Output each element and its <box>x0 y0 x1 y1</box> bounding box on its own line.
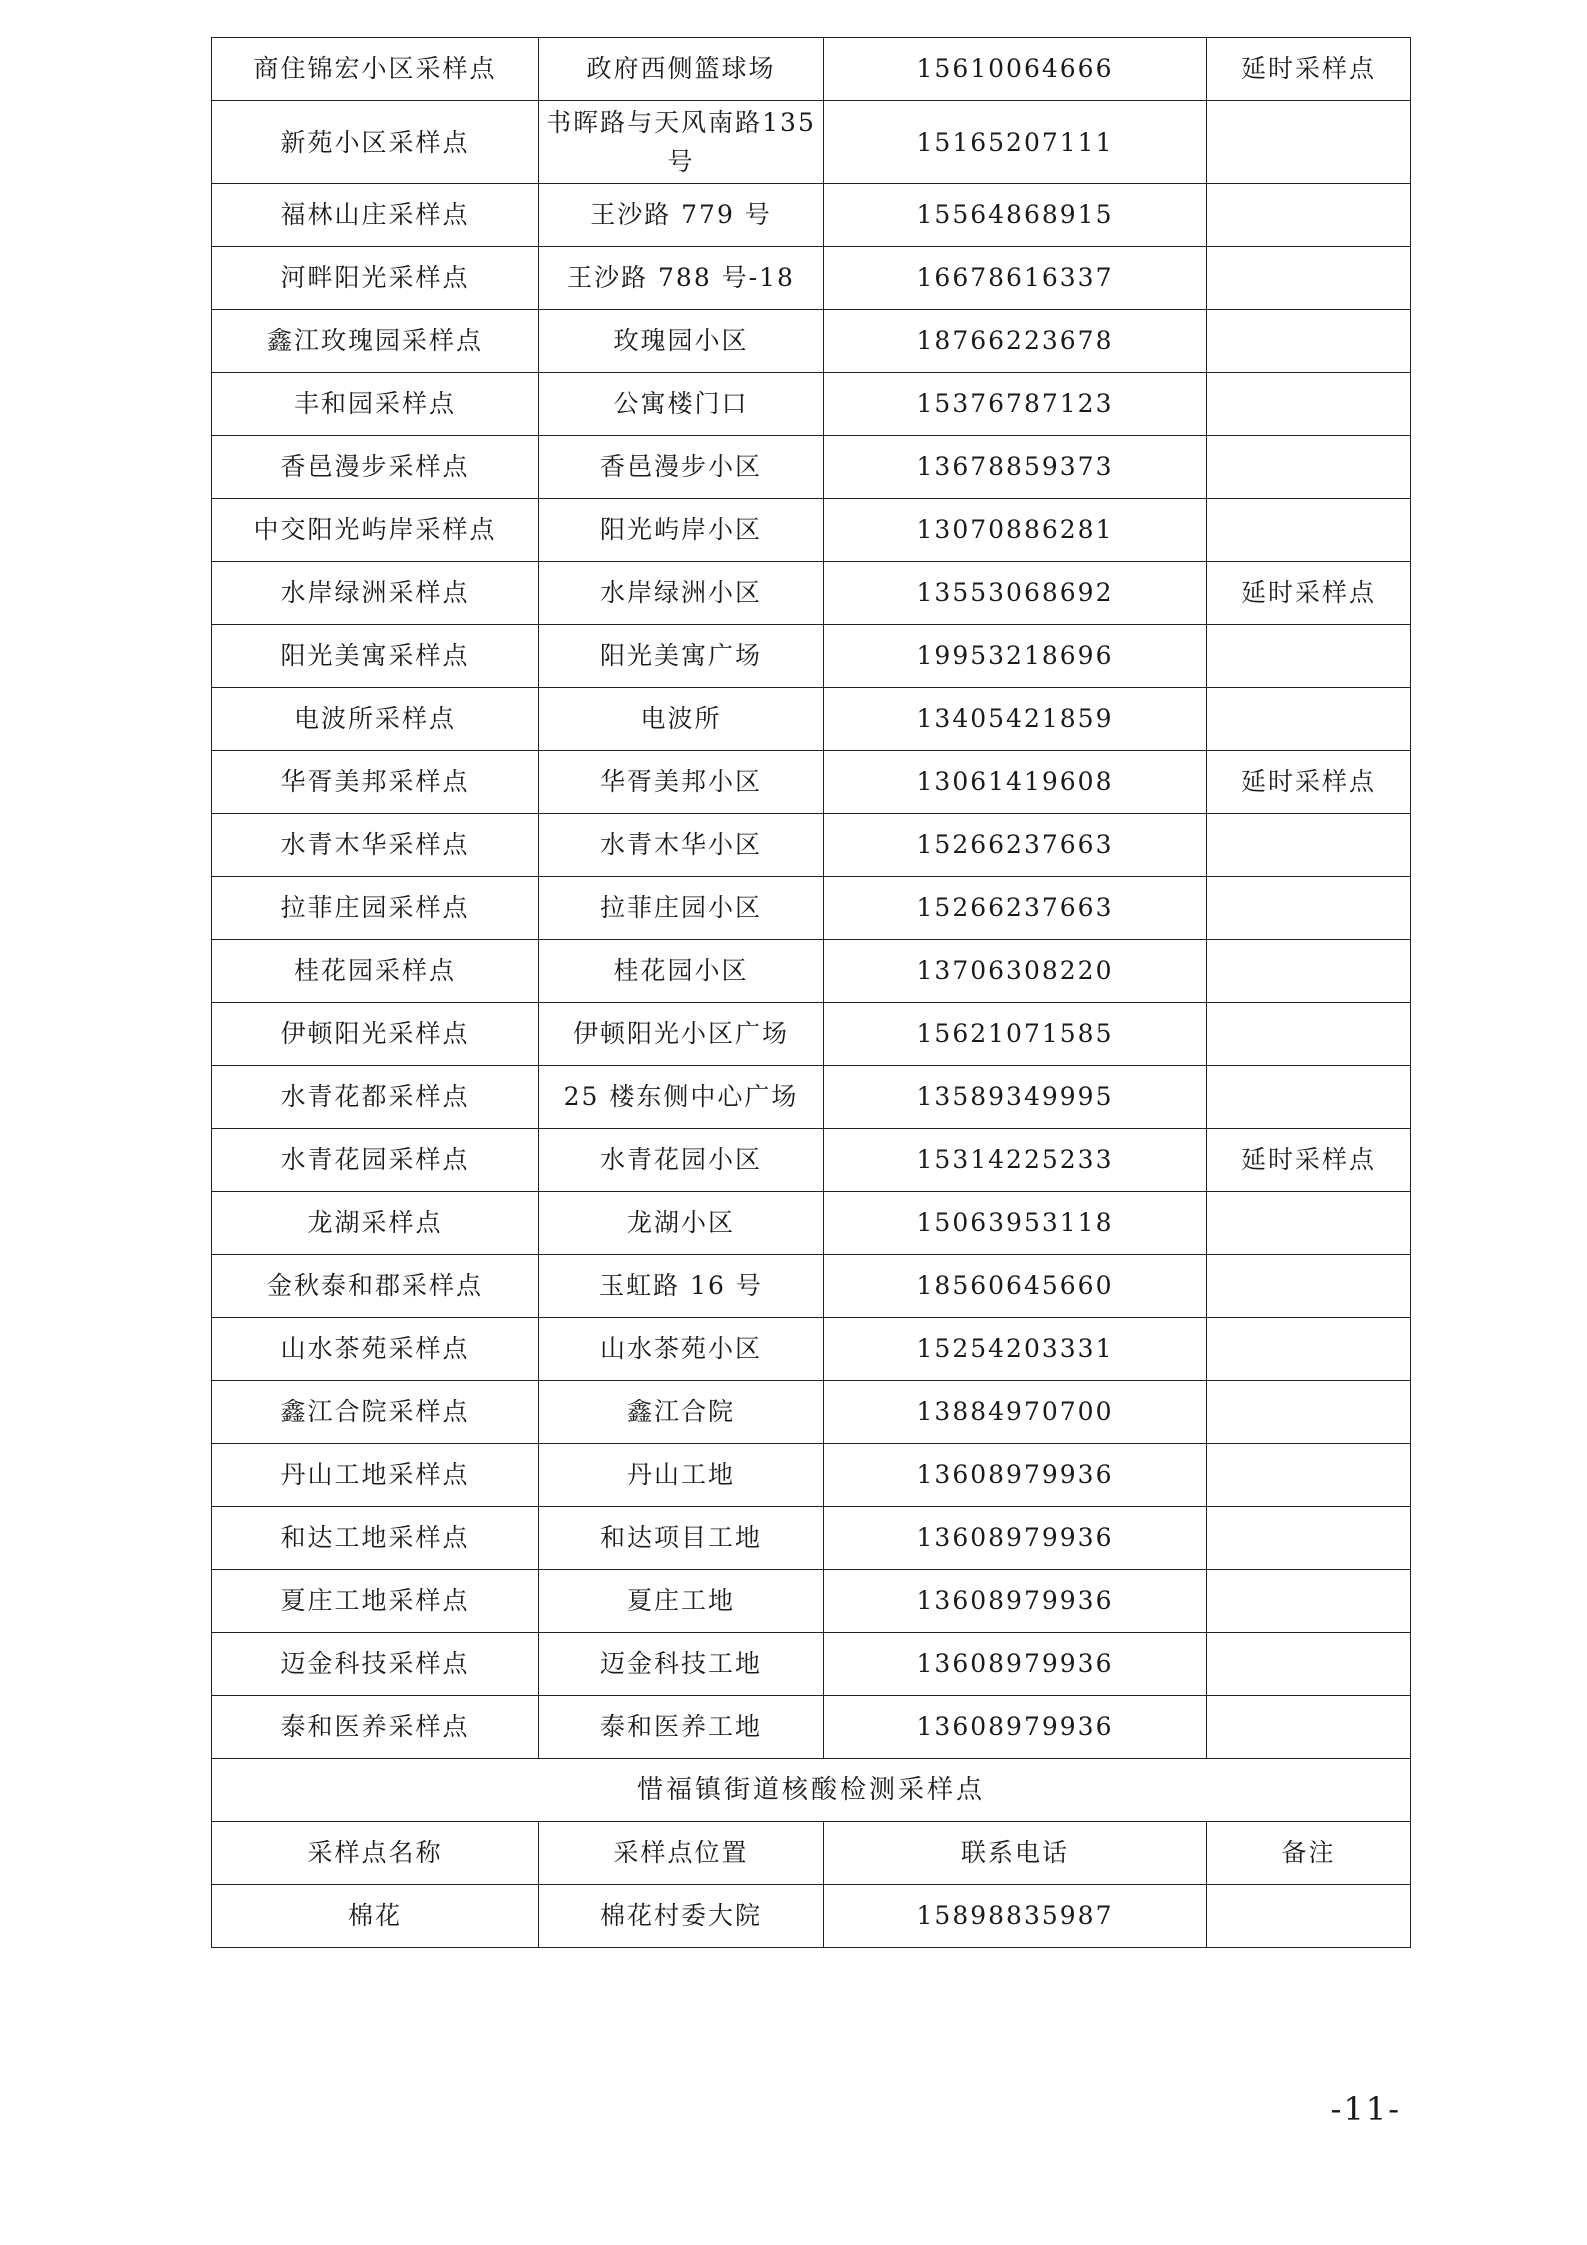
table-cell: 山水茶苑小区 <box>539 1318 824 1381</box>
table-cell: 华胥美邦采样点 <box>212 751 539 814</box>
table-cell: 王沙路 788 号-18 <box>539 247 824 310</box>
table-row <box>212 688 1411 751</box>
table-row <box>212 1255 1411 1318</box>
table-cell: 13884970700 <box>824 1381 1207 1444</box>
table-cell: 19953218696 <box>824 625 1207 688</box>
table-cell: 15063953118 <box>824 1192 1207 1255</box>
table-cell <box>1207 373 1411 436</box>
table-cell: 13608979936 <box>824 1633 1207 1696</box>
table-cell: 13608979936 <box>824 1570 1207 1633</box>
table-cell: 13678859373 <box>824 436 1207 499</box>
table-row <box>212 751 1411 814</box>
table-cell: 水青木华小区 <box>539 814 824 877</box>
table-row <box>212 499 1411 562</box>
table-cell: 和达项目工地 <box>539 1507 824 1570</box>
table-row <box>212 1570 1411 1633</box>
table-cell: 龙湖小区 <box>539 1192 824 1255</box>
table-cell <box>1207 247 1411 310</box>
table-cell <box>1207 1696 1411 1759</box>
table-cell <box>1207 184 1411 247</box>
table-row <box>212 1318 1411 1381</box>
table-cell: 玉虹路 16 号 <box>539 1255 824 1318</box>
table-cell: 龙湖采样点 <box>212 1192 539 1255</box>
table-cell: 拉菲庄园采样点 <box>212 877 539 940</box>
table-cell <box>1207 436 1411 499</box>
table-cell: 18766223678 <box>824 310 1207 373</box>
table-row <box>212 1444 1411 1507</box>
column-header: 采样点位置 <box>539 1822 824 1885</box>
table-cell: 13608979936 <box>824 1444 1207 1507</box>
table-cell: 13405421859 <box>824 688 1207 751</box>
table-cell: 15898835987 <box>824 1885 1207 1948</box>
table-row <box>212 1633 1411 1696</box>
table-cell <box>1207 877 1411 940</box>
table-cell: 13608979936 <box>824 1696 1207 1759</box>
table-cell: 棉花 <box>212 1885 539 1948</box>
table-cell <box>1207 1381 1411 1444</box>
table-cell: 拉菲庄园小区 <box>539 877 824 940</box>
section-title-row <box>212 1759 1411 1822</box>
table-row <box>212 373 1411 436</box>
table-cell: 13070886281 <box>824 499 1207 562</box>
table-cell: 水青花园小区 <box>539 1129 824 1192</box>
table-cell: 电波所采样点 <box>212 688 539 751</box>
table-cell: 15314225233 <box>824 1129 1207 1192</box>
table-row <box>212 1003 1411 1066</box>
table-row <box>212 1129 1411 1192</box>
table-cell: 水青木华采样点 <box>212 814 539 877</box>
table-cell: 13553068692 <box>824 562 1207 625</box>
table-row <box>212 101 1411 184</box>
table-cell: 25 楼东侧中心广场 <box>539 1066 824 1129</box>
table-cell: 泰和医养采样点 <box>212 1696 539 1759</box>
table-row <box>212 1696 1411 1759</box>
table-cell: 山水茶苑采样点 <box>212 1318 539 1381</box>
table-cell <box>1207 1192 1411 1255</box>
table-cell: 水青花园采样点 <box>212 1129 539 1192</box>
table-cell: 鑫江玫瑰园采样点 <box>212 310 539 373</box>
table-cell: 新苑小区采样点 <box>212 101 539 184</box>
table-cell: 13589349995 <box>824 1066 1207 1129</box>
table-cell: 15564868915 <box>824 184 1207 247</box>
sampling-points-table <box>211 37 1411 1948</box>
table-cell: 阳光美寓广场 <box>539 625 824 688</box>
table-cell: 夏庄工地 <box>539 1570 824 1633</box>
table-cell: 丹山工地采样点 <box>212 1444 539 1507</box>
table-cell <box>1207 1066 1411 1129</box>
table-cell: 16678616337 <box>824 247 1207 310</box>
table-cell: 迈金科技采样点 <box>212 1633 539 1696</box>
table-row <box>212 184 1411 247</box>
table-cell: 棉花村委大院 <box>539 1885 824 1948</box>
table-cell: 商住锦宏小区采样点 <box>212 38 539 101</box>
table-row <box>212 562 1411 625</box>
table-cell: 河畔阳光采样点 <box>212 247 539 310</box>
table-cell: 电波所 <box>539 688 824 751</box>
table-cell: 鑫江合院采样点 <box>212 1381 539 1444</box>
table-row <box>212 247 1411 310</box>
table-cell: 水岸绿洲采样点 <box>212 562 539 625</box>
section-title: 惜福镇街道核酸检测采样点 <box>212 1759 1411 1822</box>
table-header-row <box>212 1822 1411 1885</box>
table-cell <box>1207 814 1411 877</box>
table-cell: 延时采样点 <box>1207 1129 1411 1192</box>
table-row <box>212 1507 1411 1570</box>
table-cell: 水青花都采样点 <box>212 1066 539 1129</box>
table-cell: 延时采样点 <box>1207 751 1411 814</box>
column-header: 备注 <box>1207 1822 1411 1885</box>
table-cell <box>1207 1885 1411 1948</box>
table-row <box>212 814 1411 877</box>
table-cell: 13706308220 <box>824 940 1207 1003</box>
table-cell <box>1207 1570 1411 1633</box>
table-row <box>212 625 1411 688</box>
table-cell: 和达工地采样点 <box>212 1507 539 1570</box>
table-cell: 延时采样点 <box>1207 562 1411 625</box>
table-cell <box>1207 625 1411 688</box>
table-cell <box>1207 940 1411 1003</box>
table-cell: 夏庄工地采样点 <box>212 1570 539 1633</box>
table-cell: 华胥美邦小区 <box>539 751 824 814</box>
table-cell: 丹山工地 <box>539 1444 824 1507</box>
table-cell <box>1207 688 1411 751</box>
table-cell <box>1207 1003 1411 1066</box>
table-cell: 丰和园采样点 <box>212 373 539 436</box>
column-header: 联系电话 <box>824 1822 1207 1885</box>
table-cell: 王沙路 779 号 <box>539 184 824 247</box>
table-cell: 中交阳光屿岸采样点 <box>212 499 539 562</box>
table-cell: 15610064666 <box>824 38 1207 101</box>
table-cell: 伊顿阳光小区广场 <box>539 1003 824 1066</box>
table-cell: 伊顿阳光采样点 <box>212 1003 539 1066</box>
table-cell: 水岸绿洲小区 <box>539 562 824 625</box>
table-cell: 18560645660 <box>824 1255 1207 1318</box>
column-header: 采样点名称 <box>212 1822 539 1885</box>
table-row <box>212 877 1411 940</box>
table-cell: 香邑漫步小区 <box>539 436 824 499</box>
table-row <box>212 310 1411 373</box>
table-cell: 鑫江合院 <box>539 1381 824 1444</box>
table-row <box>212 1381 1411 1444</box>
table-row <box>212 1885 1411 1948</box>
table-cell <box>1207 1255 1411 1318</box>
table-row <box>212 436 1411 499</box>
table-cell <box>1207 1633 1411 1696</box>
table-cell: 玫瑰园小区 <box>539 310 824 373</box>
table-cell <box>1207 499 1411 562</box>
table-cell: 15266237663 <box>824 814 1207 877</box>
table-cell: 泰和医养工地 <box>539 1696 824 1759</box>
table-cell <box>1207 1444 1411 1507</box>
table-cell: 15621071585 <box>824 1003 1207 1066</box>
table-cell <box>1207 101 1411 184</box>
table-cell: 15376787123 <box>824 373 1207 436</box>
table-cell: 延时采样点 <box>1207 38 1411 101</box>
page-number: -11- <box>1330 2090 1401 2128</box>
table-cell: 13061419608 <box>824 751 1207 814</box>
table-cell <box>1207 1318 1411 1381</box>
table-row <box>212 940 1411 1003</box>
table-cell: 15266237663 <box>824 877 1207 940</box>
table-cell: 迈金科技工地 <box>539 1633 824 1696</box>
table-cell: 福林山庄采样点 <box>212 184 539 247</box>
table-row <box>212 38 1411 101</box>
table-cell: 政府西侧篮球场 <box>539 38 824 101</box>
table-cell: 金秋泰和郡采样点 <box>212 1255 539 1318</box>
table-cell <box>1207 310 1411 373</box>
table-cell: 公寓楼门口 <box>539 373 824 436</box>
table-row <box>212 1066 1411 1129</box>
table-cell: 书晖路与天风南路135号 <box>539 101 824 184</box>
table-cell: 阳光屿岸小区 <box>539 499 824 562</box>
table-cell: 阳光美寓采样点 <box>212 625 539 688</box>
table-cell: 13608979936 <box>824 1507 1207 1570</box>
table-cell: 15254203331 <box>824 1318 1207 1381</box>
table-cell <box>1207 1507 1411 1570</box>
table-cell: 香邑漫步采样点 <box>212 436 539 499</box>
table-cell: 桂花园小区 <box>539 940 824 1003</box>
table-cell: 桂花园采样点 <box>212 940 539 1003</box>
table-row <box>212 1192 1411 1255</box>
table-cell: 15165207111 <box>824 101 1207 184</box>
